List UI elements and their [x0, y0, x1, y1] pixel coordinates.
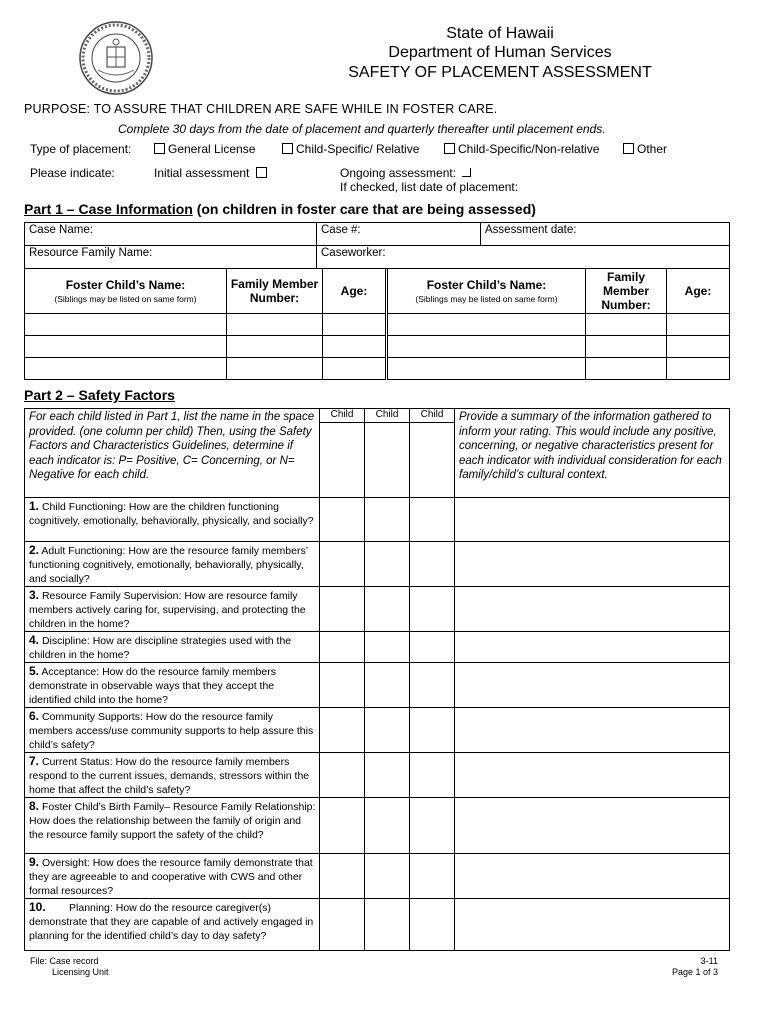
footer-file: File: Case record — [30, 956, 99, 966]
rating-cell[interactable] — [410, 632, 455, 663]
factor-text: Child Functioning: How are the children functioning cognitively, emotionally, behaviorally, physically, and socially? — [29, 501, 314, 527]
header-state: State of Hawaii — [446, 25, 554, 42]
child-name-cell[interactable] — [25, 336, 227, 358]
factor-text: Acceptance: How do the resource family members demonstrate in observable ways that they accept the identified child into the home? — [29, 666, 276, 706]
rating-cell[interactable] — [365, 498, 410, 542]
placement-nonrelative-option[interactable]: Child-Specific/Non-relative — [444, 142, 599, 156]
checkbox[interactable] — [154, 143, 165, 154]
part2-heading: Part 2 – Safety Factors — [24, 387, 175, 403]
age-cell[interactable] — [667, 358, 730, 380]
factor-number: 6. — [29, 709, 40, 723]
part1-heading: Part 1 – Case Information (on children in foster care that are being assessed) — [24, 201, 536, 217]
summary-cell[interactable] — [455, 587, 730, 632]
factor-number: 2. — [29, 543, 40, 557]
factor-number: 4. — [29, 633, 40, 647]
summary-cell[interactable] — [455, 663, 730, 708]
factor-number: 5. — [29, 664, 40, 678]
checkbox[interactable] — [282, 143, 293, 154]
rating-cell[interactable] — [410, 542, 455, 587]
safety-factor-row — [25, 663, 730, 708]
ongoing-assessment-option[interactable]: Ongoing assessment: — [340, 166, 471, 180]
age-header: Age: — [667, 269, 730, 314]
placement-general-option[interactable]: General License — [154, 142, 255, 156]
factor-text: Resource Family Supervision: How are resource family members actively caring for, supervising, and protecting the children in the home? — [29, 590, 306, 630]
safety-factor-question — [25, 632, 320, 663]
member-number-cell[interactable] — [227, 336, 323, 358]
rating-cell[interactable] — [365, 753, 410, 798]
member-number-cell[interactable] — [586, 358, 667, 380]
rating-cell[interactable] — [320, 542, 365, 587]
factor-text: Oversight: How does the resource family demonstrate that they are agreeable to and cooperative with CWS and other formal resources? — [29, 857, 313, 897]
child-name-entry[interactable] — [320, 423, 365, 498]
child-name-entry[interactable] — [365, 423, 410, 498]
child-name-cell[interactable] — [25, 314, 227, 336]
child-column-header: Child — [365, 409, 410, 423]
rating-cell[interactable] — [365, 542, 410, 587]
safety-factor-question — [25, 498, 320, 542]
rating-cell[interactable] — [410, 708, 455, 753]
checkbox[interactable] — [256, 167, 267, 178]
case-name-field[interactable]: Case Name: — [25, 223, 317, 246]
part2-intro: For each child listed in Part 1, list the name in the space provided. (one column per child) Then, using the Safety Factors and Characteristics Guidelines, determine if each indicator is: P= Positive, C= Concerning, or N= Negative for each child. — [25, 409, 320, 498]
safety-factor-row — [25, 498, 730, 542]
child-name-cell[interactable] — [25, 358, 227, 380]
age-cell[interactable] — [323, 314, 387, 336]
rating-cell[interactable] — [410, 798, 455, 854]
age-header: Age: — [323, 269, 387, 314]
factor-text: Adult Functioning: How are the resource family members’ functioning cognitively, emotionally, behaviorally, physically, and socially? — [29, 545, 308, 585]
summary-cell[interactable] — [455, 798, 730, 854]
family-member-header: Family Member Number: — [586, 269, 667, 314]
instruction-text: Complete 30 days from the date of placement and quarterly thereafter until placement ends. — [118, 122, 606, 136]
safety-factor-question — [25, 708, 320, 753]
factor-text: Foster Child’s Birth Family– Resource Family Relationship: How does the relationship between the family of origin and the resource family support the safety of the child? — [29, 801, 316, 841]
foster-children-table — [24, 268, 730, 380]
child-name-header: Foster Child’s Name: (Siblings may be listed on same form) — [387, 269, 586, 314]
rating-cell[interactable] — [365, 899, 410, 951]
safety-factor-row — [25, 632, 730, 663]
child-column-header: Child — [320, 409, 365, 423]
member-number-cell[interactable] — [586, 336, 667, 358]
safety-factor-question — [25, 663, 320, 708]
rating-cell[interactable] — [365, 632, 410, 663]
summary-cell[interactable] — [455, 632, 730, 663]
child-column-header: Child — [410, 409, 455, 423]
rating-cell[interactable] — [320, 708, 365, 753]
footer-page-number: Page 1 of 3 — [671, 967, 718, 977]
rating-cell[interactable] — [410, 498, 455, 542]
assessment-date-field[interactable]: Assessment date: — [481, 223, 730, 246]
child-name-cell[interactable] — [387, 336, 586, 358]
member-number-cell[interactable] — [227, 358, 323, 380]
state-seal-logo — [78, 20, 154, 96]
factor-number: 8. — [29, 799, 40, 813]
caseworker-field[interactable]: Caseworker: — [317, 246, 730, 269]
safety-factor-row — [25, 542, 730, 587]
rating-cell[interactable] — [320, 798, 365, 854]
factor-number: 7. — [29, 754, 40, 768]
factor-text: Discipline: How are discipline strategies used with the children in the home? — [29, 635, 292, 661]
factor-number: 1. — [29, 499, 40, 513]
rating-cell[interactable] — [320, 587, 365, 632]
factor-text: Planning: How do the resource caregiver(s) demonstrate that they are capable of and actively engaged in planning for the identified child’s day to day safety? — [29, 902, 314, 942]
safety-factor-row — [25, 798, 730, 854]
child-name-cell[interactable] — [387, 358, 586, 380]
safety-factors-table — [24, 408, 730, 951]
rating-cell[interactable] — [365, 798, 410, 854]
summary-cell[interactable] — [455, 899, 730, 951]
rating-cell[interactable] — [320, 854, 365, 899]
rating-cell[interactable] — [365, 854, 410, 899]
factor-text: Community Supports: How do the resource family members access/use community supports to help assure this child’s safety? — [29, 711, 314, 751]
child-name-header: Foster Child’s Name: (Siblings may be listed on same form) — [25, 269, 227, 314]
rating-cell[interactable] — [410, 854, 455, 899]
age-cell[interactable] — [323, 336, 387, 358]
checkbox[interactable] — [623, 143, 634, 154]
rating-cell[interactable] — [320, 632, 365, 663]
factor-number: 9. — [29, 855, 40, 869]
child-name-entry[interactable] — [410, 423, 455, 498]
indicate-label: Please indicate: — [30, 166, 115, 180]
factor-number: 3. — [29, 588, 40, 602]
rating-cell[interactable] — [365, 708, 410, 753]
purpose-text: PURPOSE: TO ASSURE THAT CHILDREN ARE SAFE WHILE IN FOSTER CARE. — [24, 102, 498, 116]
child-name-cell[interactable] — [387, 314, 586, 336]
age-cell[interactable] — [667, 314, 730, 336]
case-info-table — [24, 222, 730, 269]
rating-cell[interactable] — [410, 587, 455, 632]
summary-instructions: Provide a summary of the information gathered to inform your rating. This would include any positive, concerning, or negative characteristics present for each indicator with individual consideration for each family/child’s cultural context. — [455, 409, 730, 498]
summary-cell[interactable] — [455, 498, 730, 542]
summary-cell[interactable] — [455, 753, 730, 798]
factor-number: 10. — [29, 900, 46, 914]
placement-relative-option[interactable]: Child-Specific/ Relative — [282, 142, 419, 156]
page-title: SAFETY OF PLACEMENT ASSESSMENT — [348, 64, 652, 81]
rating-cell[interactable] — [410, 899, 455, 951]
safety-factor-question — [25, 854, 320, 899]
initial-assessment-option[interactable]: Initial assessment — [154, 166, 270, 180]
safety-factor-question — [25, 753, 320, 798]
safety-factor-row — [25, 854, 730, 899]
rating-cell[interactable] — [365, 663, 410, 708]
member-number-cell[interactable] — [227, 314, 323, 336]
ongoing-note: If checked, list date of placement: — [340, 180, 519, 194]
age-cell[interactable] — [323, 358, 387, 380]
safety-factor-row — [25, 899, 730, 951]
rating-cell[interactable] — [365, 587, 410, 632]
member-number-cell[interactable] — [586, 314, 667, 336]
safety-factor-row — [25, 753, 730, 798]
case-number-field[interactable]: Case #: — [317, 223, 481, 246]
footer-unit: Licensing Unit — [52, 967, 109, 977]
safety-factor-row — [25, 708, 730, 753]
factor-text: Current Status: How do the resource family members respond to the current issues, demands, stressors within the home that affect the child’s safety? — [29, 756, 310, 796]
safety-factor-question — [25, 587, 320, 632]
checkbox[interactable] — [462, 168, 471, 177]
rating-cell[interactable] — [410, 663, 455, 708]
checkbox[interactable] — [444, 143, 455, 154]
safety-factor-row — [25, 587, 730, 632]
family-member-header: Family Member Number: — [227, 269, 323, 314]
safety-factor-question — [25, 798, 320, 854]
rating-cell[interactable] — [320, 753, 365, 798]
placement-other-option[interactable]: Other — [623, 142, 667, 156]
summary-cell[interactable] — [455, 708, 730, 753]
safety-factor-question — [25, 542, 320, 587]
rating-cell[interactable] — [320, 899, 365, 951]
rating-cell[interactable] — [320, 663, 365, 708]
summary-cell[interactable] — [455, 854, 730, 899]
rating-cell[interactable] — [410, 753, 455, 798]
safety-factor-question — [25, 899, 320, 951]
summary-cell[interactable] — [455, 542, 730, 587]
age-cell[interactable] — [667, 336, 730, 358]
resource-family-field[interactable]: Resource Family Name: — [25, 246, 317, 269]
header-department: Department of Human Services — [388, 44, 612, 61]
rating-cell[interactable] — [320, 498, 365, 542]
footer-form-number: 3-11 — [700, 956, 718, 966]
placement-label: Type of placement: — [30, 142, 132, 156]
